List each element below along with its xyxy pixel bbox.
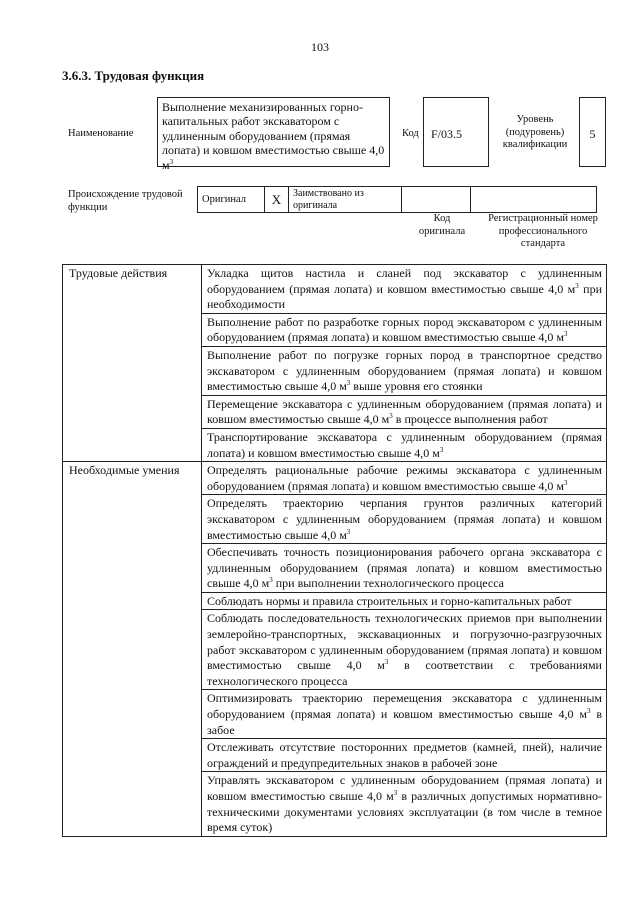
original-mark: X <box>265 187 289 213</box>
code-label: Код <box>402 128 419 139</box>
item-text: Отслеживать отсутствие посторонних предметов (камней, пней), наличие ограждений и предупредительных знаков в рабочей зоне <box>207 740 602 770</box>
cubic-superscript: 3 <box>269 576 273 585</box>
main-table-body <box>63 265 607 837</box>
labor-actions-item <box>202 428 607 461</box>
original-code-cell <box>402 187 471 213</box>
cubic-superscript: 3 <box>564 330 568 339</box>
labor-actions-label: Трудовые действия <box>63 265 202 462</box>
cubic-superscript: 3 <box>439 445 444 454</box>
labor-actions-item <box>202 265 607 314</box>
item-text: Транспортирование экскаватора с удлиненным оборудованием (прямая лопата) и ковшом вместимостью свыше 4,0 м <box>207 429 602 460</box>
item-text-tail: в забое <box>207 707 603 737</box>
item-text: Управлять экскаватором с удлиненным оборудованием (прямая лопата) и ковшом вместимостью свыше 4,0 м <box>207 773 602 803</box>
labor-actions-item <box>202 346 607 395</box>
item-text-tail: при выполнении технологического процесса <box>272 576 504 591</box>
function-name-box <box>157 97 390 172</box>
level-label: Уровень (подуровень) квалификации <box>502 114 568 151</box>
required-skills-item <box>202 592 607 610</box>
item-text: Соблюдать нормы и правила строительных и горно-капитальных работ <box>207 593 572 608</box>
original-label: Оригинал <box>198 187 265 213</box>
item-text: Обеспечивать точность позиционирования рабочего органа экскаватора с удлиненным оборудованием (прямая лопата) и ковшом вместимостью свыше 4,0 м <box>207 545 602 591</box>
required-skills-item <box>202 495 607 544</box>
code-value: F/03.5 <box>431 127 463 141</box>
function-name-sup: 3 <box>169 157 174 166</box>
required-skills-item <box>202 739 607 772</box>
item-text: Определять рациональные рабочие режимы экскаватора с удлиненным оборудованием (прямая лопата) и ковшом вместимостью свыше 4,0 м <box>207 463 602 493</box>
cubic-superscript: 3 <box>389 412 393 421</box>
cubic-superscript: 3 <box>575 281 579 290</box>
item-text-tail: в соответствии с требованиями технологического процесса <box>207 658 602 688</box>
table-row <box>63 265 607 314</box>
cubic-superscript: 3 <box>586 707 591 716</box>
original-code-label: Код оригинала <box>418 213 466 237</box>
origin-table <box>197 186 597 213</box>
name-label: Наименование <box>68 128 134 139</box>
table-row <box>63 462 607 495</box>
required-skills-item <box>202 772 607 836</box>
labor-actions-item <box>202 313 607 346</box>
level-value: 5 <box>589 127 596 141</box>
item-text: Укладка щитов настила и сланей под экскаватор с удлиненным оборудованием (прямая лопата) и ковшом вместимостью свыше 4,0 м <box>207 266 602 296</box>
required-skills-item <box>202 610 607 690</box>
function-name-text: Выполнение механизированных горно-капитальных работ экскаватором с удлиненным оборудованием (прямая лопата) и ковшом вместимостью свыше 4,0 м <box>162 100 385 172</box>
item-text: Выполнение работ по разработке горных пород экскаватором с удлиненным оборудованием (прямая лопата) и ковшом вместимостью свыше 4,0 м <box>207 314 602 345</box>
item-text-tail: в различных допустимых нормативно-техническими документами условиях эксплуатации (в том числе в темное время суток) <box>207 789 603 835</box>
main-table <box>62 264 607 837</box>
section-title: 3.6.3. Трудовая функция <box>62 68 205 83</box>
required-skills-item <box>202 544 607 593</box>
cubic-superscript: 3 <box>564 478 568 487</box>
cubic-superscript: 3 <box>384 658 389 667</box>
item-text-tail: при необходимости <box>207 281 603 312</box>
reg-number-label: Регистрационный номер профессионального стандарта <box>488 213 598 250</box>
required-skills-item <box>202 690 607 739</box>
labor-actions-item <box>202 395 607 428</box>
item-text: Оптимизировать траекторию перемещения экскаватора с удлиненным оборудованием (прямая лопата) и ковшом вместимостью свыше 4,0 м <box>207 691 602 722</box>
level-box <box>579 97 606 167</box>
required-skills-label: Необходимые умения <box>63 462 202 837</box>
item-text-tail: выше уровня его стоянки <box>350 379 483 394</box>
code-box <box>423 97 489 167</box>
cubic-superscript: 3 <box>393 789 398 797</box>
required-skills-item <box>202 462 607 495</box>
cubic-superscript: 3 <box>346 527 351 536</box>
item-text-tail: в процессе выполнения работ <box>392 412 548 427</box>
item-text: Перемещение экскаватора с удлиненным оборудованием (прямая лопата) и ковшом вместимостью свыше 4,0 м <box>207 396 602 427</box>
item-text: Соблюдать последовательность технологических приемов при выполнении землеройно-транспортных, экскавационных и погрузочно-разгрузочных работ экскаватором с удлиненным оборудованием (прямая лопата) и ковшом вместимостью свыше 4,0 м <box>207 611 602 673</box>
page-number: 103 <box>311 40 329 54</box>
borrowed-label: Заимствовано из оригинала <box>289 187 402 213</box>
cubic-superscript: 3 <box>346 379 351 388</box>
reg-number-cell <box>471 187 597 213</box>
item-text: Выполнение работ по погрузке горных пород в транспортное средство экскаватором с удлиненным оборудованием (прямая лопата) и ковшом вместимостью свыше 4,0 м <box>207 347 602 394</box>
item-text: Определять траекторию черпания грунтов различных категорий экскаватором с удлиненным оборудованием (прямая лопата) и ковшом вместимостью свыше 4,0 м <box>207 496 602 542</box>
origin-label: Происхождение трудовой функции <box>68 189 183 213</box>
